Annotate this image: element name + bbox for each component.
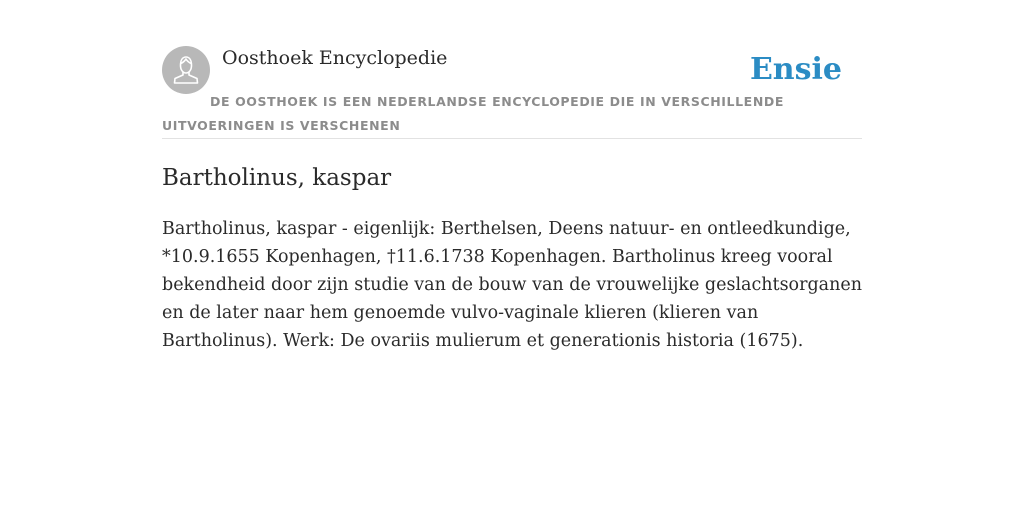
entry-body: Bartholinus, kaspar - eigenlijk: Berthelsen, Deens natuur- en ontleedkundige, *10.9.1655 Kopenhagen, †11.6.1738 Kopenhagen. Bartholinus kreeg vooral bekendheid door zijn studie van de bouw van de vrouwelijke geslachtsorganen en de later naar hem genoemde vulvo-vaginale klieren (klieren van Bartholinus). Werk: De ovariis mulierum et generationis historia (1675). [162,219,862,351]
entry-title: Bartholinus, kaspar [162,165,392,191]
user-silhouette-icon [162,46,210,94]
avatar[interactable] [162,46,210,94]
brand-logo-link[interactable]: Ensie [749,52,842,87]
entry-card [162,46,862,355]
source-header [162,46,862,139]
source-title[interactable]: Oosthoek Encyclopedie [222,47,448,69]
source-description: DE OOSTHOEK IS EEN NEDERLANDSE ENCYCLOPEDIE DIE IN VERSCHILLENDE UITVOERINGEN IS VERSCHENEN [162,94,784,133]
